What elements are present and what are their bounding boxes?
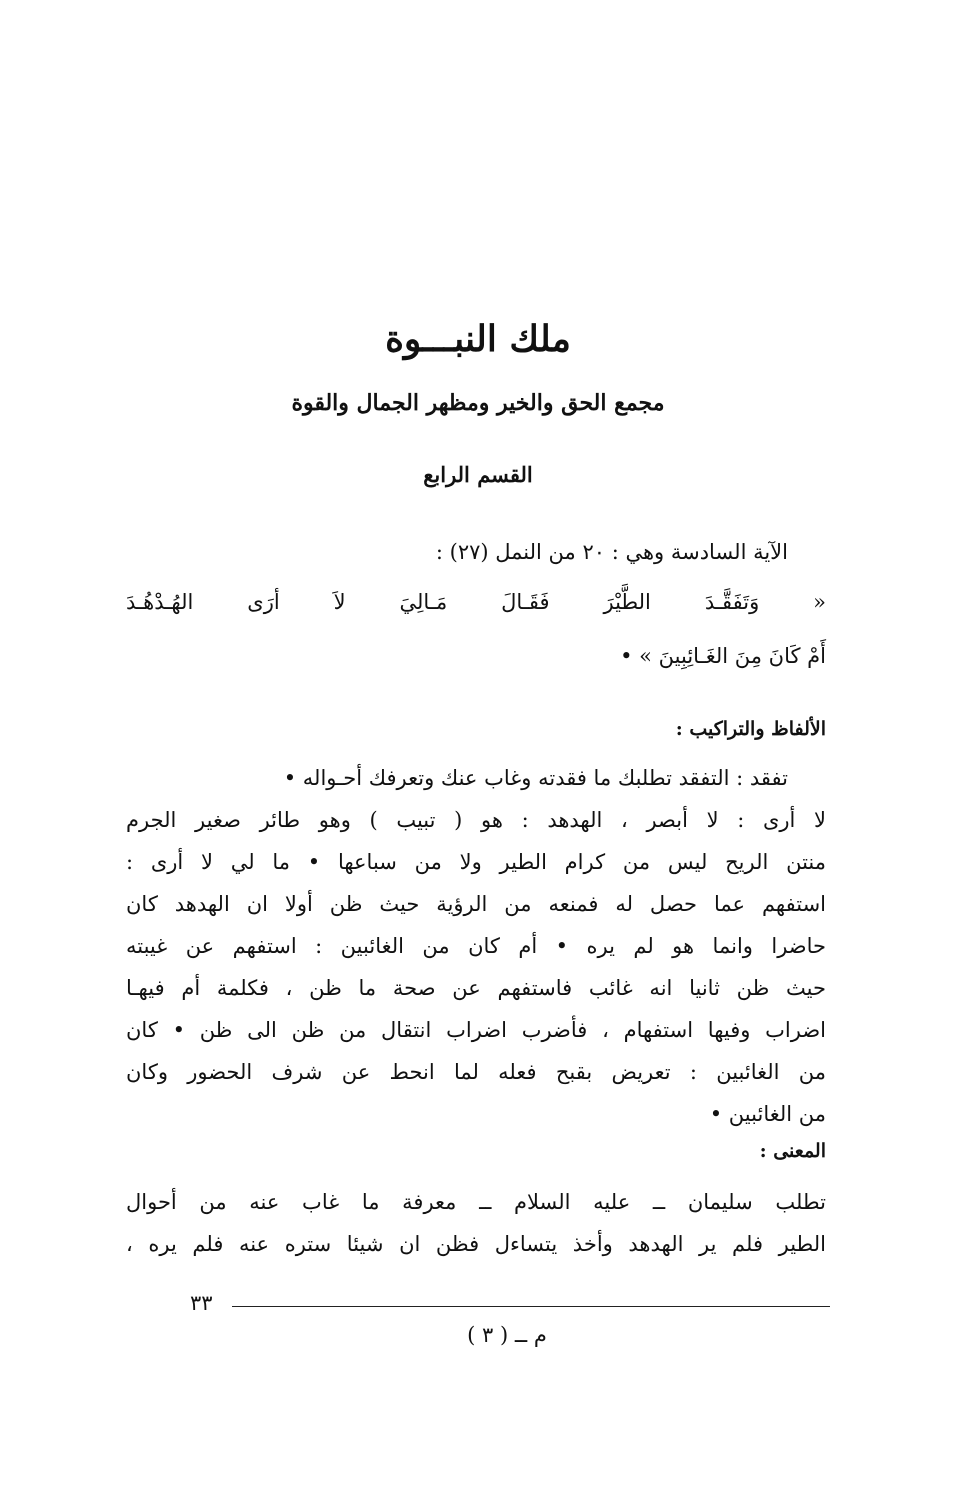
section-heading: القسم الرابع [423, 462, 533, 487]
meaning-line: تطلب سليمان ــ عليه السلام ــ معرفة ما غاب عنه من أحوال [126, 1190, 826, 1214]
footer-rule [232, 1306, 830, 1307]
vocab-line: استفهم عما حصل له فمنعه من الرؤية حيث ظن أولا ان الهدهد كان [126, 892, 826, 916]
vocab-line: من الغائبين • [709, 1102, 826, 1126]
vocab-line: حيث ظن ثانيا انه غائب فاستفهم عن صحة ما ظن ، فكلمة أم فيهـا [126, 976, 826, 1000]
verse-line: أَمْ كَانَ مِنَ الغَـائِبِينَ » • [620, 644, 826, 668]
verse-line: « وَتَفَقَّـدَ الطَّيْرَ فَقَـالَ مَـالِيَ لاَ أرَى الهُـدْهُـدَ [126, 590, 826, 614]
vocab-line: اضراب وفيها استفهام ، فأضرب اضراب انتقال من ظن الى ظن • كان [126, 1018, 826, 1042]
vocab-line: حاضرا وانما هو لم يره • أم كان من الغائبين : استفهم عن غيبته [126, 934, 826, 958]
signature-mark: م ــ ( ٣ ) [467, 1323, 547, 1347]
page-number: ٣٣ [190, 1291, 213, 1315]
meaning-line: الطير فلم ير الهدهد وأخذ يتساءل فظن ان شيئا ستره عنه فلم يره ، [126, 1232, 826, 1256]
verse-intro: الآية السادسة وهي : ٢٠ من النمل (٢٧) : [435, 540, 788, 564]
page-title: ملك النبـــوة [385, 318, 571, 360]
vocab-line: تفقد : التفقد تطلبك ما فقدته وغاب عنك وتعرفك أحـواله • [283, 766, 788, 790]
vocab-line: من الغائبين : تعريض بقبح فعله لما انحط عن شرف الحضور وكان [126, 1060, 826, 1084]
vocab-line: لا أرى : لا أبصر ، الهدهد : هو ( تبيب ) وهو طائر صغير الجرم [126, 808, 826, 832]
page-subtitle: مجمع الحق والخير ومظهر الجمال والقوة [291, 390, 665, 416]
vocab-label: الألفاظ والتراكيب : [675, 718, 826, 740]
vocab-line: منتن الريح ليس من كرام الطير ولا من سباعها • ما لي لا أرى : [126, 850, 826, 874]
meaning-label: المعنى : [759, 1140, 826, 1162]
